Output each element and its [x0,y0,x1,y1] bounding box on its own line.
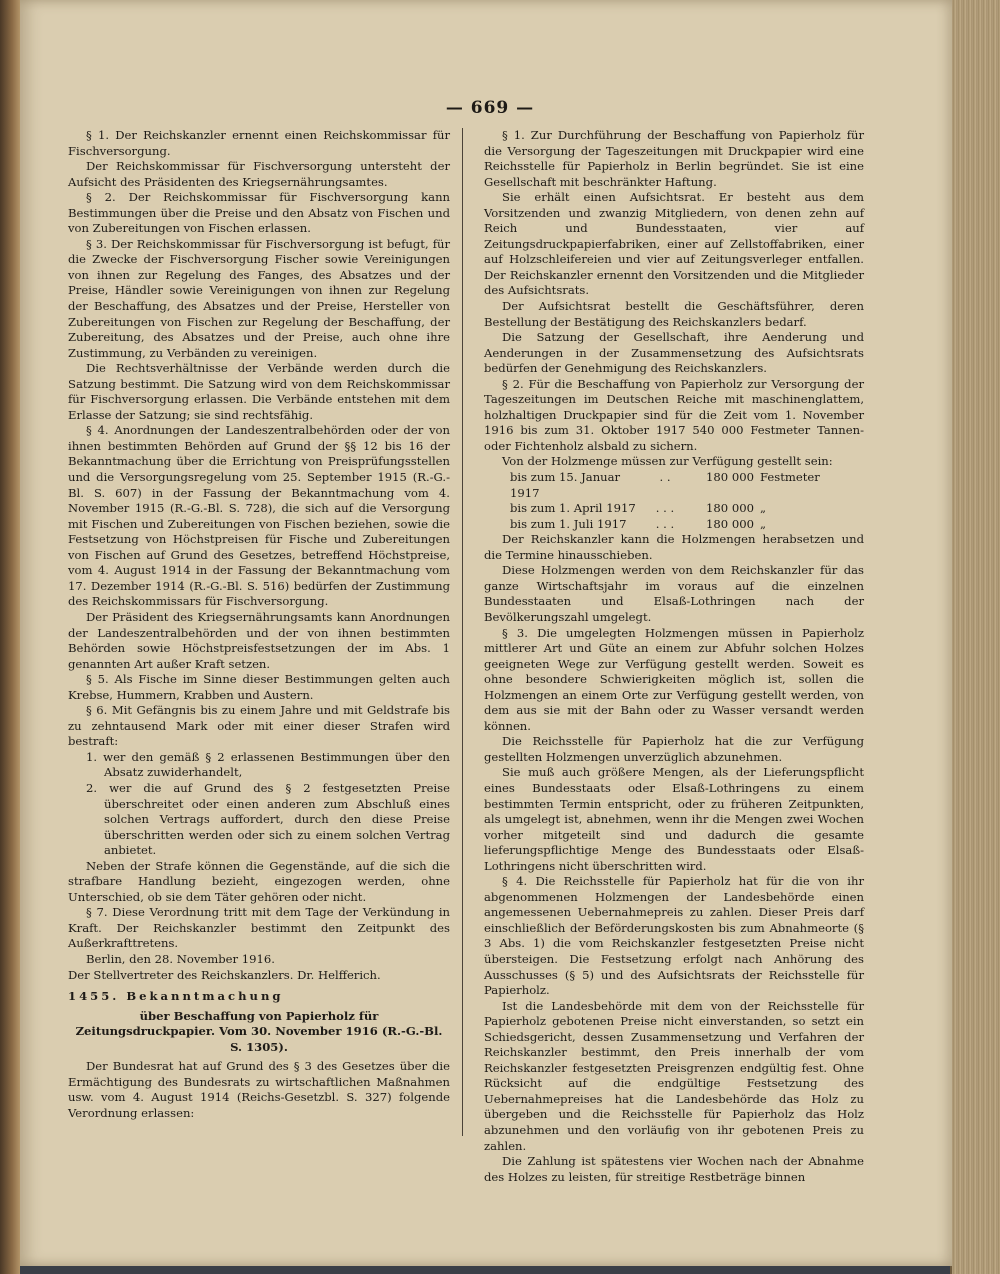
book-spine-edge [0,0,20,1274]
column-divider [462,128,463,1136]
announcement-subtitle: über Beschaffung von Papierholz für Zeitungsdruckpapier. Vom 30. November 1916 (R.-G.-Bl. S. 1305). [75,1008,443,1054]
paragraph: Sie muß auch größere Mengen, als der Lieferungspflicht eines Bundesstaats oder Elsaß-Lothringens zu einem bestimmten Termin entspricht, oder zu früheren Zeitpunkten, als umgelegt ist, abnehmen, wenn ihr die Mengen zwei Wochen vorher mitgeteilt sind und dadurch die gesamte lieferungspflichtige Menge des Bundesstaats oder Elsaß-Lothringens nicht überschritten wird. [484,765,864,873]
paragraph: Der Reichskommissar für Fischversorgung untersteht der Aufsicht des Präsidenten des Kriegsernährungsamtes. [68,159,450,189]
paragraph: § 1. Der Reichskanzler ernennt einen Reichskommissar für Fischversorgung. [68,128,450,158]
paragraph: Neben der Strafe können die Gegenstände, auf die sich die strafbare Handlung bezieht, eingezogen werden, ohne Unterschied, ob sie dem Täter gehören oder nicht. [68,858,450,904]
paragraph: Der Reichskanzler kann die Holzmengen herabsetzen und die Termine hinausschieben. [484,532,864,562]
schedule-deadline: bis zum 15. Januar 1917 [510,470,621,500]
wood-schedule-row [484,470,864,501]
schedule-deadline: bis zum 1. Juli 1917 [510,516,627,531]
paragraph: § 2. Der Reichskommissar für Fischversorgung kann Bestimmungen über die Preise und den Absatz von Fischen und von Zubereitungen von Fischen erlassen. [68,190,450,236]
schedule-dots: . . . [655,516,675,531]
paragraph: Diese Holzmengen werden von dem Reichskanzler für das ganze Wirtschaftsjahr im voraus auf die einzelnen Bundesstaaten und Elsaß-Lothringen nach der Bevölkerungszahl umgelegt. [484,563,864,624]
list-item: 2. wer die auf Grund des § 2 festgesetzten Preise überschreitet oder einen anderen zum Abschluß eines solchen Vertrags auffordert, durch den diese Preise überschritten werden oder sich zu einem solchen Vertrag anbietet. [86,780,450,858]
paragraph: § 2. Für die Beschaffung von Papierholz zur Versorgung der Tageszeitungen im Deutschen Reiche mit maschinenglattem, holzhaltigen Druckpapier sind für die Zeit vom 1. November 1916 bis zum 31. Oktober 1917 540 000 Festmeter Tannen- oder Fichtenholz alsbald zu sichern. [484,376,864,453]
paragraph: § 1. Zur Durchführung der Beschaffung von Papierholz für die Versorgung der Tageszeitungen mit Druckpapier wird eine Reichsstelle für Papierholz in Berlin begründet. Sie ist eine Gesellschaft mit beschränkter Haftung. [484,128,864,189]
paragraph: § 3. Die umgelegten Holzmengen müssen in Papierholz mittlerer Art und Güte an einem zur Abfuhr solchen Holzes geeigneten Wege zur Verfügung gestellt werden. Soweit es ohne besondere Schwierigkeiten möglich ist, sollen die Holzmengen an einem Orte zur Verfügung gestellt werden, von dem aus sie mit der Bahn oder zu Wasser versandt werden können. [484,625,864,733]
paragraph: Sie erhält einen Aufsichtsrat. Er besteht aus dem Vorsitzenden und zwanzig Mitgliedern, von denen zehn auf Reich und Bundesstaaten, vier auf Zeitungsdruckpapierfabriken, einer auf Zellstoffabriken, einer auf Holzschleifereien und vier auf Zeitungsverleger entfallen. Der Reichskanzler ernennt den Vorsitzenden und die Mitglieder des Aufsichtsrats. [484,190,864,298]
schedule-deadline: bis zum 1. April 1917 [510,501,636,516]
book-page-stack [950,0,1000,1274]
paragraph: Der Präsident des Kriegsernährungsamts kann Anordnungen der Landeszentralbehörden und der von ihnen bestimmten Behörden sowie Höchstpreisfestsetzungen der im Abs. 1 genannten Art außer Kraft setzen. [68,609,450,671]
wood-schedule-row [484,517,864,533]
schedule-dots: . . . [655,501,675,516]
paragraph: Die Rechtsverhältnisse der Verbände werden durch die Satzung bestimmt. Die Satzung wird von dem Reichskommissar für Fischversorgung erlassen. Die Verbände entstehen mit dem Erlasse der Satzung; sie sind rechtsfähig. [68,361,450,422]
schedule-amount: 180 000 [706,470,754,485]
schedule-dots: . . [659,470,671,485]
schedule-unit: Festmeter [760,470,820,485]
date-line: Berlin, den 28. November 1916. [86,951,275,966]
paragraph: Die Satzung der Gesellschaft, ihre Aenderung und Aenderungen in der Zusammensetzung des Aufsichtsrats bedürfen der Genehmigung des Reichskanzlers. [484,330,864,376]
paragraph: Von der Holzmenge müssen zur Verfügung gestellt sein: [502,454,833,469]
page-number: — 669 — [445,98,535,118]
paragraph: § 4. Anordnungen der Landeszentralbehörden oder der von ihnen bestimmten Behörden auf Grund der §§ 12 bis 16 der Bekanntmachung über die Errichtung von Preisprüfungsstellen und die Versorgungsregelung vom 25. September 1915 (R.-G.-Bl. S. 607) in der Fassung der Bekanntmachung vom 4. November 1915 (R.-G.-Bl. S. 728), die sich auf die Versorgung mit Fischen und Zubereitungen von Fischen beziehen, sowie die Festsetzung von Höchstpreisen für Fische und Zubereitungen von Fischen auf Grund des Gesetzes, betreffend Höchstpreise, vom 4. August 1914 in der Fassung der Bekanntmachung vom 17. Dezember 1914 (R.-G.-Bl. S. 516) bedürfen der Zustimmung des Reichskommissars für Fischversorgung. [68,423,450,609]
schedule-amount: 180 000 [706,501,754,516]
paragraph: § 7. Diese Verordnung tritt mit dem Tage der Verkündung in Kraft. Der Reichskanzler bestimmt den Zeitpunkt des Außerkrafttretens. [68,905,450,951]
schedule-unit: „ [760,516,767,531]
paragraph: Der Bundesrat hat auf Grund des § 3 des Gesetzes über die Ermächtigung des Bundesrats zu wirtschaftlichen Maßnahmen usw. vom 4. August 1914 (Reichs-Gesetzbl. S. 327) folgende Verordnung erlassen: [68,1059,450,1120]
paragraph: Die Reichsstelle für Papierholz hat die zur Verfügung gestellten Holzmengen unverzüglich abzunehmen. [484,734,864,764]
paragraph: § 3. Der Reichskommissar für Fischversorgung ist befugt, für die Zwecke der Fischversorgung Fischer sowie Vereinigungen von ihnen zur Regelung des Fanges, des Absatzes und der Preise, Händler sowie Vereinigungen von ihnen zur Regelung der Beschaffung, des Absatzes und der Preise, Hersteller von Zubereitungen von Fischen zur Regelung der Beschaffung, der Zubereitung, des Absatzes und der Preise, auch ohne ihre Zustimmung, zu Verbänden zu vereinigen. [68,236,450,360]
paragraph: § 4. Die Reichsstelle für Papierholz hat für die von ihr abgenommenen Holzmengen der Landesbehörde einen angemessenen Uebernahmepreis zu zahlen. Dieser Preis darf einschließlich der Beförderungskosten bis zum Abnahmeorte (§ 3 Abs. 1) die vom Reichskanzler festgesetzten Preise nicht übersteigen. Die Festsetzung erfolgt nach Anhörung des Ausschusses (§ 5) und des Aufsichtsrats der Reichsstelle für Papierholz. [484,874,864,998]
signature-line: Der Stellvertreter des Reichskanzlers. Dr. Helfferich. [68,967,381,982]
paragraph: Ist die Landesbehörde mit dem von der Reichsstelle für Papierholz gebotenen Preise nicht einverstanden, so setzt ein Schiedsgericht, dessen Zusammensetzung und Verfahren der Reichskanzler bestimmt, den Preis innerhalb der vom Reichskanzler festgesetzten Preisgrenzen endgültig fest. Ohne Rücksicht auf die endgültige Festsetzung des Uebernahmepreises hat die Landesbehörde das Holz zu übergeben und die Reichsstelle für Papierholz das Holz abzunehmen und den vorläufig von ihr gebotenen Preis zu zahlen. [484,998,864,1153]
paragraph: § 6. Mit Gefängnis bis zu einem Jahre und mit Geldstrafe bis zu zehntausend Mark oder mit einer dieser Strafen wird bestraft: [68,703,450,749]
left-column [68,128,450,1121]
list-item: 1. wer den gemäß § 2 erlassenen Bestimmungen über den Absatz zuwiderhandelt, [86,749,450,780]
paragraph: § 5. Als Fische im Sinne dieser Bestimmungen gelten auch Krebse, Hummern, Krabben und Austern. [68,672,450,702]
schedule-unit: „ [760,501,767,516]
wood-schedule-row [484,501,864,517]
announcement-heading: 1455. Bekanntmachung [68,989,284,1004]
paragraph: Der Aufsichtsrat bestellt die Geschäftsführer, deren Bestellung der Bestätigung des Reichskanzlers bedarf. [484,299,864,329]
schedule-amount: 180 000 [706,516,754,531]
right-column [484,128,864,1185]
paragraph: Die Zahlung ist spätestens vier Wochen nach der Abnahme des Holzes zu leisten, für streitige Restbeträge binnen [484,1154,864,1184]
